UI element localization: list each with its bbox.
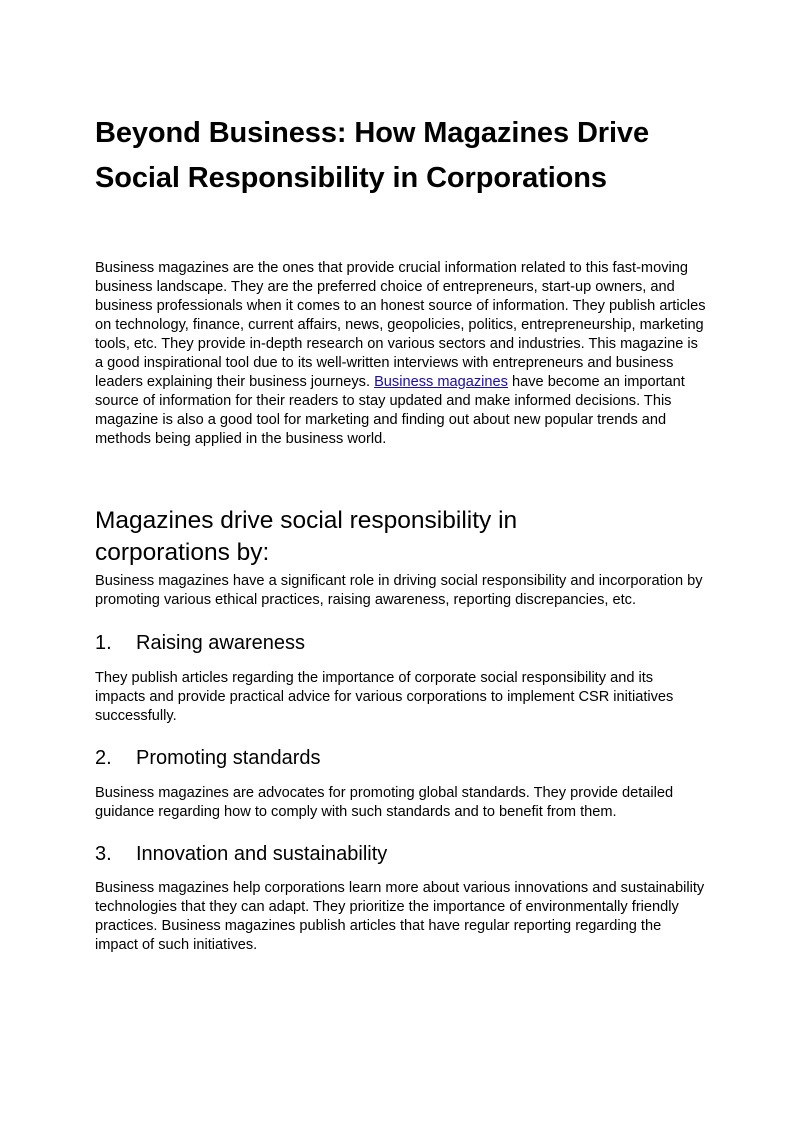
- list-item-body: They publish articles regarding the importance of corporate social responsibility and its impacts and provide practical advice for various corporations to implement CSR initiatives successfully.: [95, 670, 674, 724]
- list-item-heading: [95, 631, 305, 655]
- business-magazines-link[interactable]: Business magazines: [374, 374, 508, 390]
- list-item-title: Innovation and sustainability: [136, 843, 388, 865]
- list-item-body: Business magazines are advocates for promoting global standards. They provide detailed guidance regarding how to comply with such standards and to benefit from them.: [95, 785, 674, 820]
- intro-paragraph: [95, 259, 707, 449]
- list-item-body: Business magazines help corporations learn more about various innovations and sustainability technologies that they can adapt. They prioritize the importance of environmentally friendly practices. Business magazines publish articles that have regular reporting regarding the impact of such initiatives.: [95, 880, 705, 953]
- intro-text-before-link: Business magazines are the ones that provide crucial information related to this fast-moving business landscape. They are the preferred choice of entrepreneurs, start-up owners, and business professionals when it comes to an honest source of information. They publish articles on technology, finance, current affairs, news, geopolicies, politics, entrepreneurship, marketing tools, etc. They provide in-depth research on various sectors and industries. This magazine is a good inspirational tool due to its well-written interviews with entrepreneurs and business leaders explaining their business journeys.: [95, 260, 706, 390]
- list-item-title: Promoting standards: [136, 747, 321, 769]
- list-item-heading: [95, 746, 321, 770]
- list-item-heading: [95, 842, 387, 866]
- list-item-number: 2.: [95, 747, 112, 769]
- list-item-number: 1.: [95, 632, 112, 654]
- list-item-title: Raising awareness: [136, 632, 305, 654]
- section-intro-paragraph: Business magazines have a significant role in driving social responsibility and incorporation by promoting various ethical practices, raising awareness, reporting discrepancies, etc.: [95, 573, 703, 608]
- list-item-number: 3.: [95, 843, 112, 865]
- section-heading: Magazines drive social responsibility in corporations by:: [95, 507, 518, 566]
- page-title: Beyond Business: How Magazines Drive Social Responsibility in Corporations: [95, 117, 649, 194]
- intro-text-after-link: have become an important source of information for their readers to stay updated and make informed decisions. This magazine is also a good tool for marketing and finding out about new popular trends and methods being applied in the business world.: [95, 374, 685, 447]
